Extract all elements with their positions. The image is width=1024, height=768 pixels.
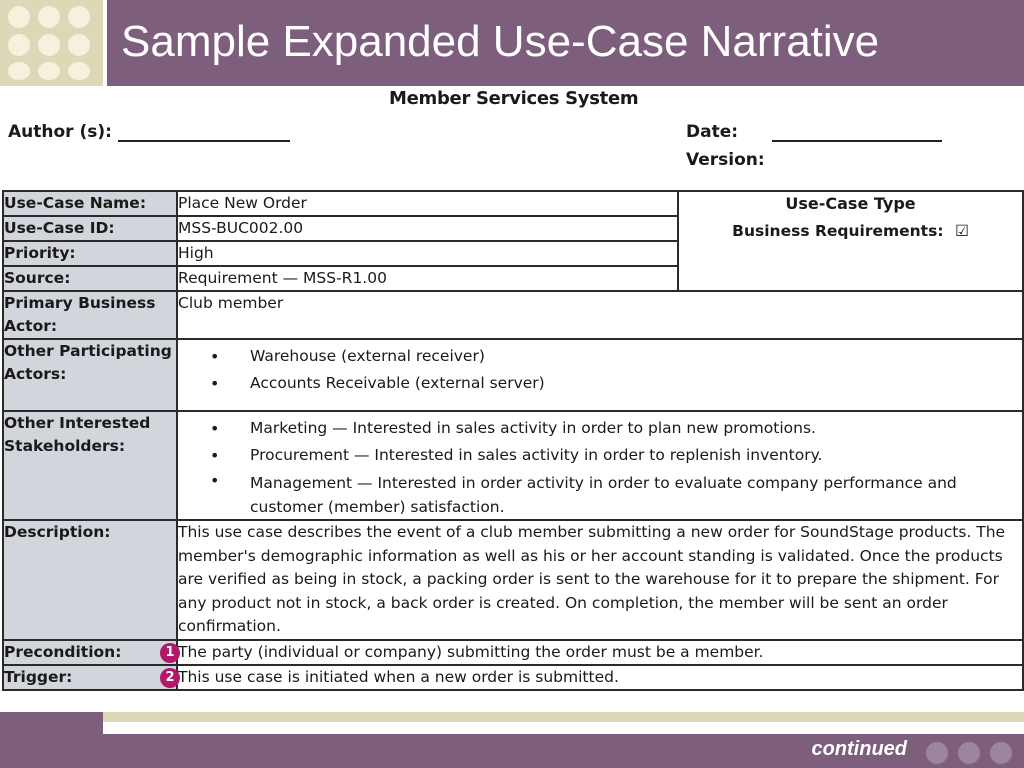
use-case-type-cell <box>678 191 1023 291</box>
precondition-label-cell <box>3 640 177 665</box>
dot-icon <box>68 6 90 28</box>
slide-title: Sample Expanded Use-Case Narrative <box>107 0 1024 86</box>
use-case-table <box>2 190 1024 691</box>
list-item: • Management — Interested in order activity in order to evaluate company performance and customer (member) satisfaction. <box>236 469 1022 519</box>
other-actors-list <box>178 343 1022 397</box>
use-case-type-title: Use-Case Type <box>785 194 916 213</box>
use-case-document <box>0 86 1024 722</box>
slide-footer <box>0 734 1024 768</box>
row-label: Other Participating Actors: <box>3 339 177 411</box>
decorative-dots <box>0 0 103 86</box>
date-label: Date: <box>686 122 739 142</box>
row-label: Priority: <box>3 241 177 266</box>
number-badge: 2 <box>160 668 180 688</box>
system-title: Member Services System <box>389 88 639 109</box>
author-label: Author (s): <box>8 122 112 142</box>
row-label: Use-Case Name: <box>3 191 177 216</box>
row-label: Description: <box>3 520 177 640</box>
page-number-tab <box>0 712 103 734</box>
table-row <box>3 339 1023 411</box>
row-label: Other Interested Stakeholders: <box>3 411 177 520</box>
priority-value: High <box>177 241 678 266</box>
dot-icon <box>68 34 90 56</box>
author-blank-line <box>118 140 290 142</box>
trigger-label-cell <box>3 665 177 690</box>
list-item: • Warehouse (external receiver) <box>236 343 1022 370</box>
use-case-id-value: MSS-BUC002.00 <box>177 216 678 241</box>
business-requirements-label: Business Requirements: <box>732 222 944 240</box>
table-row <box>3 411 1023 520</box>
description-value: This use case describes the event of a club member submitting a new order for SoundStage products. The member's demographic information as well as his or her account standing is validated. Once the products are verified as being in stock, a packing order is sent to the warehouse for it to prepare the shipment. For any product not in stock, a back order is created. On completion, the member will be sent an order confirmation. <box>177 520 1023 640</box>
list-item: • Marketing — Interested in sales activity in order to plan new promotions. <box>236 415 1022 442</box>
other-actors-cell <box>177 339 1023 411</box>
table-row <box>3 520 1023 640</box>
primary-actor-value: Club member <box>177 291 1023 339</box>
dot-icon <box>958 742 980 764</box>
row-label: Use-Case ID: <box>3 216 177 241</box>
row-label: Source: <box>3 266 177 291</box>
row-label: Primary Business Actor: <box>3 291 177 339</box>
stakeholders-cell <box>177 411 1023 520</box>
business-requirements-row <box>679 220 1022 243</box>
dot-icon <box>68 62 90 80</box>
trigger-value: This use case is initiated when a new order is submitted. <box>177 665 1023 690</box>
dot-icon <box>8 6 30 28</box>
table-row <box>3 291 1023 339</box>
table-row <box>3 191 1023 216</box>
dot-icon <box>38 6 60 28</box>
dot-icon <box>990 742 1012 764</box>
slide-header <box>0 0 1024 86</box>
version-label: Version: <box>686 150 765 170</box>
dot-icon <box>926 742 948 764</box>
table-row <box>3 665 1023 690</box>
table-row <box>3 640 1023 665</box>
slide-edge-strip <box>0 712 1024 722</box>
dot-icon <box>38 62 60 80</box>
list-item: • Accounts Receivable (external server) <box>236 370 1022 397</box>
dot-icon <box>8 34 30 56</box>
number-badge: 1 <box>160 643 180 663</box>
dot-icon <box>38 34 60 56</box>
precondition-value: The party (individual or company) submitting the order must be a member. <box>177 640 1023 665</box>
dot-icon <box>8 62 30 80</box>
row-label: Trigger: <box>4 668 73 686</box>
row-label: Precondition: <box>4 643 122 661</box>
checkbox-checked-icon: ☑ <box>954 222 969 240</box>
date-blank-line <box>772 140 942 142</box>
continued-label: continued <box>811 738 907 760</box>
use-case-name-value: Place New Order <box>177 191 678 216</box>
list-item: • Procurement — Interested in sales activity in order to replenish inventory. <box>236 442 1022 469</box>
stakeholders-list <box>178 415 1022 519</box>
source-value: Requirement — MSS-R1.00 <box>177 266 678 291</box>
